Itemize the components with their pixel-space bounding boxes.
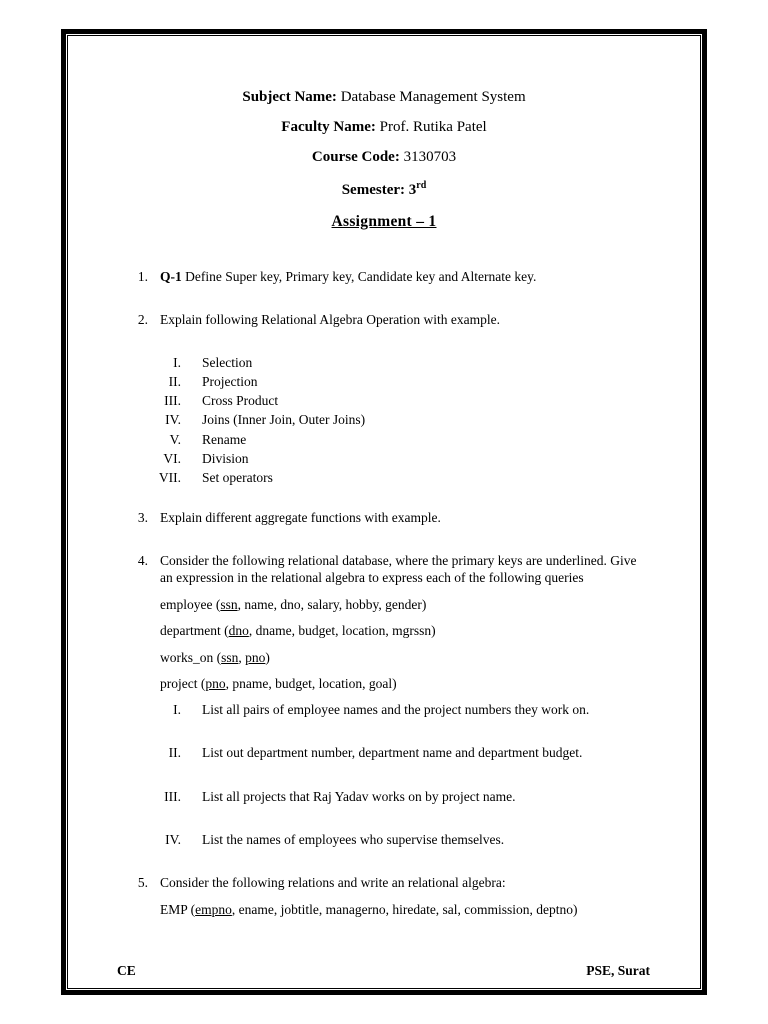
primary-key: empno [195, 902, 232, 917]
q2-number: 2. [137, 312, 148, 327]
q4-item: List all projects that Raj Yadav works on by project name. [202, 789, 516, 804]
relation-department: department (dno, dname, budget, location, mgrssn) [160, 623, 436, 638]
q5-text: Consider the following relations and write an relational algebra: [160, 875, 506, 890]
semester-line [0, 180, 768, 199]
relation-emp: EMP (empno, ename, jobtitle, managerno, hiredate, sal, commission, deptno) [160, 902, 578, 917]
subject-value: Database Management System [340, 89, 526, 105]
faculty-line [0, 119, 768, 136]
q2-item: Set operators [202, 470, 273, 485]
relation-project: project (pno, pname, budget, location, goal) [160, 676, 397, 691]
faculty-value: Prof. Rutika Patel [379, 119, 487, 135]
q2-item: Projection [202, 374, 258, 389]
q2-roman: I. [173, 355, 181, 370]
q4-line1: Consider the following relational database, where the primary keys are underlined. Give [160, 553, 637, 568]
q2-item: Selection [202, 355, 253, 370]
assignment-title: Assignment – 1 [331, 213, 437, 230]
q2-text: Explain following Relational Algebra Operation with example. [160, 312, 501, 327]
course-label: Course Code: [311, 149, 400, 165]
q4-roman: I. [173, 702, 181, 717]
primary-key: ssn [221, 650, 239, 665]
q2-roman: VII. [158, 470, 181, 485]
q1-text: Q-1 Define Super key, Primary key, Candidate key and Alternate key. [160, 269, 537, 284]
q4-roman: II. [168, 745, 181, 760]
primary-key: ssn [220, 597, 238, 612]
q2-item: Joins (Inner Join, Outer Joins) [202, 412, 366, 427]
q2-item: Division [202, 451, 249, 466]
q4-roman: IV. [165, 832, 181, 847]
q4-roman: III. [164, 789, 181, 804]
q4-item: List all pairs of employee names and the project numbers they work on. [202, 702, 590, 717]
semester-sup: rd [416, 180, 427, 191]
q2-roman: V. [169, 432, 181, 447]
course-value: 3130703 [403, 149, 457, 165]
semester-label: Semester: [341, 182, 406, 198]
q4-number: 4. [137, 553, 148, 568]
subject-label: Subject Name: [242, 89, 337, 105]
q1-bold: Q-1 [160, 269, 182, 284]
q4-item: List the names of employees who supervise themselves. [202, 832, 505, 847]
course-line [0, 149, 768, 166]
q2-roman: IV. [165, 412, 181, 427]
primary-key: pno [205, 676, 226, 691]
q2-item: Rename [202, 432, 247, 447]
semester-value: 3 [408, 182, 417, 198]
relation-employee: employee (ssn, name, dno, salary, hobby, gender) [160, 597, 427, 612]
primary-key: pno [245, 650, 266, 665]
footer-right: PSE, Surat [586, 963, 650, 978]
q3-text: Explain different aggregate functions with example. [160, 510, 441, 525]
relation-works-on: works_on (ssn, pno) [160, 650, 270, 665]
q4-item: List out department number, department name and department budget. [202, 745, 583, 760]
q2-roman: VI. [163, 451, 181, 466]
q5-number: 5. [137, 875, 148, 890]
footer-left: CE [117, 963, 136, 978]
q2-roman: III. [164, 393, 181, 408]
q2-item: Cross Product [202, 393, 279, 408]
q2-roman: II. [168, 374, 181, 389]
primary-key: dno [228, 623, 249, 638]
q4-line2: an expression in the relational algebra to express each of the following queries [160, 570, 584, 585]
faculty-label: Faculty Name: [281, 119, 376, 135]
q3-number: 3. [137, 510, 148, 525]
q1-number: 1. [137, 269, 148, 284]
subject-line [0, 89, 768, 106]
